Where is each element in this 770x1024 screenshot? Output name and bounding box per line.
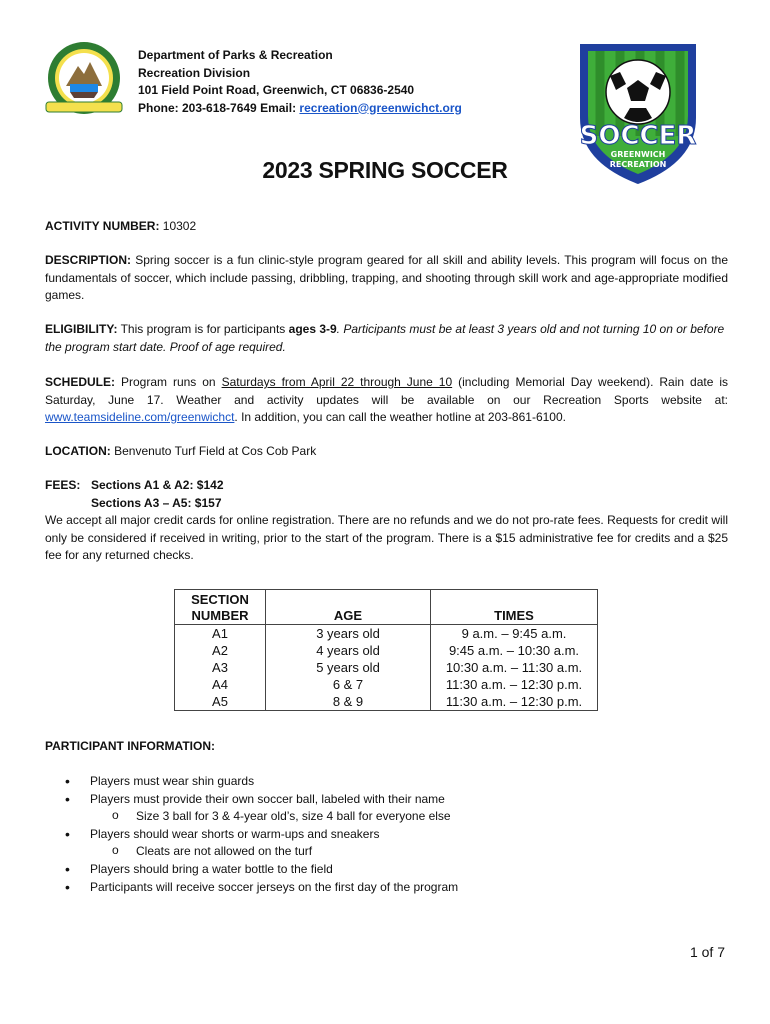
- fees-line-1: Sections A1 & A2: $142: [91, 478, 224, 492]
- location-label: LOCATION:: [45, 444, 111, 458]
- fees: [45, 477, 728, 565]
- times-cell: 11:30 a.m. – 12:30 p.m.: [431, 693, 598, 711]
- description: [45, 252, 728, 305]
- schedule: [45, 374, 728, 427]
- table-header-row: [175, 590, 598, 625]
- list-item: • Players should wear shorts or warm-ups and sneakers: [45, 826, 458, 844]
- activity-number: [45, 218, 728, 236]
- list-item: • Players should bring a water bottle to the field: [45, 861, 458, 879]
- eligibility-label: ELIGIBILITY:: [45, 322, 118, 336]
- participant-heading: [45, 738, 728, 756]
- fees-line-2: Sections A3 – A5: $157: [91, 495, 222, 510]
- age-cell: 4 years old: [266, 642, 431, 659]
- section-cell: A5: [175, 693, 266, 711]
- header-number: NUMBER: [191, 608, 249, 623]
- participant-heading-text: PARTICIPANT INFORMATION:: [45, 739, 215, 753]
- schedule-text-1: Program runs on: [115, 375, 222, 389]
- section-cell: A4: [175, 676, 266, 693]
- section-cell: A2: [175, 642, 266, 659]
- age-cell: 8 & 9: [266, 693, 431, 711]
- header-section-number: [175, 590, 266, 625]
- table-row: [175, 676, 598, 693]
- list-item: • Players must provide their own soccer ball, labeled with their name: [45, 791, 458, 809]
- badge-subtitle-1: GREENWICH: [610, 150, 666, 159]
- description-label: DESCRIPTION:: [45, 253, 132, 267]
- section-cell: A3: [175, 659, 266, 676]
- department-name: Department of Parks & Recreation: [138, 48, 333, 62]
- schedule-text-2: (including Memorial Day weekend). Rain date is Saturday, June 17. Weather and activity updates will be available on our Recreation Sports website at:: [45, 375, 729, 407]
- table-row: [175, 693, 598, 711]
- division-name: Recreation Division: [138, 65, 251, 80]
- list-item: • Participants will receive soccer jerseys on the first day of the program: [45, 879, 458, 897]
- sections-table: [174, 589, 598, 711]
- location: [45, 443, 728, 461]
- teamsideline-link[interactable]: www.teamsideline.com/greenwichct: [45, 410, 235, 424]
- description-text: Spring soccer is a fun clinic-style program geared for all skill and ability levels. This program will focus on the fundamentals of soccer, which include passing, dribbling, trapping, and shooting through skill work and age-appropriate modified games.: [45, 253, 728, 302]
- age-cell: 5 years old: [266, 659, 431, 676]
- age-cell: 6 & 7: [266, 676, 431, 693]
- header-age: AGE: [266, 590, 431, 625]
- email-link[interactable]: recreation@greenwichct.org: [299, 100, 462, 115]
- times-cell: 9 a.m. – 9:45 a.m.: [431, 625, 598, 643]
- schedule-text-3: . In addition, you can call the weather hotline at 203-861-6100.: [234, 410, 566, 424]
- location-text: Benvenuto Turf Field at Cos Cob Park: [110, 444, 317, 458]
- page-title: 2023 SPRING SOCCER: [262, 157, 508, 183]
- list-sub-item: o Size 3 ball for 3 & 4-year old’s, size 4 ball for everyone else: [45, 808, 458, 826]
- header-section: SECTION: [191, 592, 249, 607]
- table-row: [175, 625, 598, 643]
- times-cell: 9:45 a.m. – 10:30 a.m.: [431, 642, 598, 659]
- activity-value: 10302: [159, 219, 197, 233]
- list-sub-item: o Cleats are not allowed on the turf: [45, 843, 458, 861]
- table-row: [175, 642, 598, 659]
- page-number: 1 of 7: [689, 944, 725, 960]
- times-cell: 11:30 a.m. – 12:30 p.m.: [431, 676, 598, 693]
- age-cell: 3 years old: [266, 625, 431, 643]
- badge-title: SOCCER: [579, 121, 697, 151]
- eligibility-text: This program is for participants: [117, 322, 289, 336]
- header-times: TIMES: [431, 590, 598, 625]
- eligibility: [45, 321, 728, 356]
- section-cell: A1: [175, 625, 266, 643]
- eligibility-ages: ages 3-9: [288, 322, 337, 336]
- town-seal-logo: [40, 40, 128, 118]
- list-item: • Players must wear shin guards: [45, 773, 458, 791]
- table-row: [175, 659, 598, 676]
- activity-label: ACTIVITY NUMBER:: [45, 219, 160, 233]
- schedule-dates: Saturdays from April 22 through June 10: [221, 375, 453, 389]
- phone-label: Phone: 203-618-7649 Email:: [138, 100, 300, 115]
- eligibility-note: . Participants must be at least 3 years old and not turning 10 on or before the program start date. Proof of age required.: [45, 322, 725, 354]
- badge-subtitle-2: RECREATION: [609, 160, 667, 169]
- phone-email: [138, 100, 462, 118]
- times-cell: 10:30 a.m. – 11:30 a.m.: [431, 659, 598, 676]
- participant-list: [45, 773, 458, 896]
- fees-label: FEES:: [45, 478, 81, 492]
- header-contact: [138, 47, 462, 117]
- schedule-label: SCHEDULE:: [45, 375, 116, 389]
- address: 101 Field Point Road, Greenwich, CT 06836-2540: [138, 83, 415, 97]
- fees-text: We accept all major credit cards for online registration. There are no refunds and we do not pro-rate fees. Requests for credit will only be considered if received in writing, prior to the start of the program. There is a $15 administrative fee for credits and a $25 fee for any returned checks.: [45, 513, 728, 562]
